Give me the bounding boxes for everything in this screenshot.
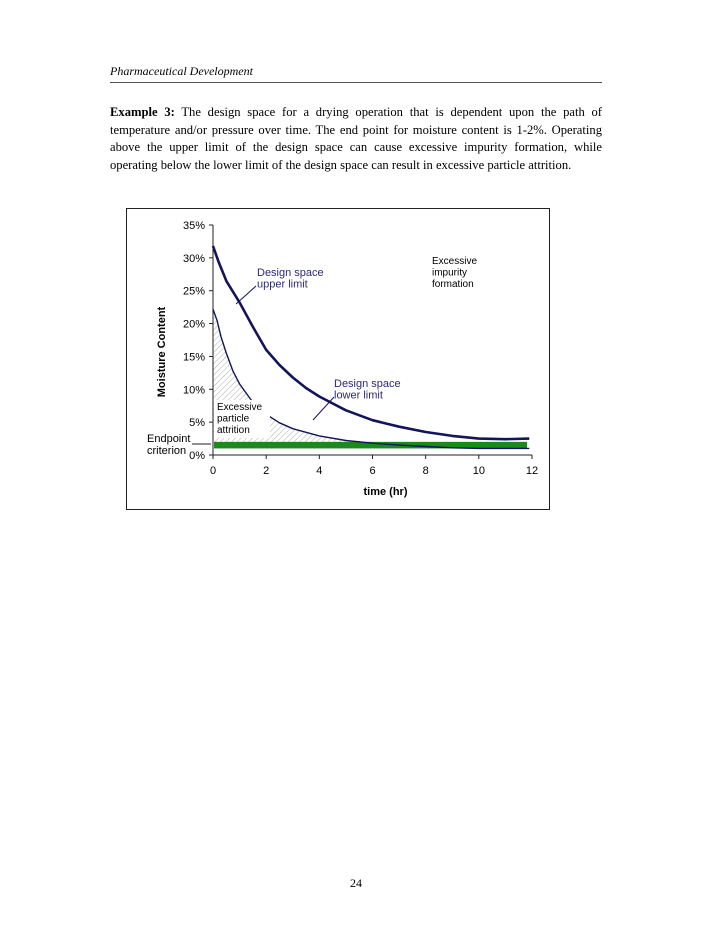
example-text: The design space for a drying operation that is dependent upon the path of temperature and/or pressure over time. The end point for moisture content is 1-2%. Operating above the upper limit of the design space can cause excessive impurity formation, while operating below the lower limit of the design space can result in excessive particle attrition.: [110, 105, 603, 172]
x-axis-title: time (hr): [363, 486, 408, 498]
page-number: 24: [350, 876, 362, 890]
y-tick-label: 15%: [182, 351, 205, 364]
y-tick-label: 35%: [182, 220, 205, 232]
y-tick-label: 30%: [182, 252, 205, 265]
impurity-annotation: Excessive impurity formation: [432, 256, 478, 290]
upper-limit-leader: [236, 286, 256, 304]
x-tick-label: 6: [369, 465, 376, 477]
x-tick-label: 10: [472, 465, 485, 477]
y-tick-label: 10%: [182, 384, 205, 397]
example-label: Example 3:: [110, 105, 175, 119]
x-tick-label: 4: [316, 465, 323, 477]
lower-limit-annotation: Design space lower limit: [334, 378, 401, 402]
x-tick-label: 2: [263, 465, 270, 477]
running-header: Pharmaceutical Development: [110, 64, 253, 78]
attrition-annotation: Excessive particle attrition: [217, 402, 263, 436]
y-tick-label: 0%: [189, 450, 205, 462]
x-tick-label: 0: [209, 465, 217, 477]
y-tick-label: 20%: [182, 318, 205, 331]
x-tick-label: 8: [422, 465, 429, 477]
x-tick-label: 12: [525, 465, 539, 477]
upper-limit-annotation: Design space upper limit: [257, 267, 324, 291]
y-tick-label: 5%: [189, 417, 205, 430]
y-tick-label: 25%: [182, 285, 205, 298]
lower-limit-leader: [313, 397, 334, 420]
y-axis-title: Moisture Content: [156, 306, 168, 398]
endpoint-criterion-label: Endpoint criterion: [147, 433, 191, 457]
